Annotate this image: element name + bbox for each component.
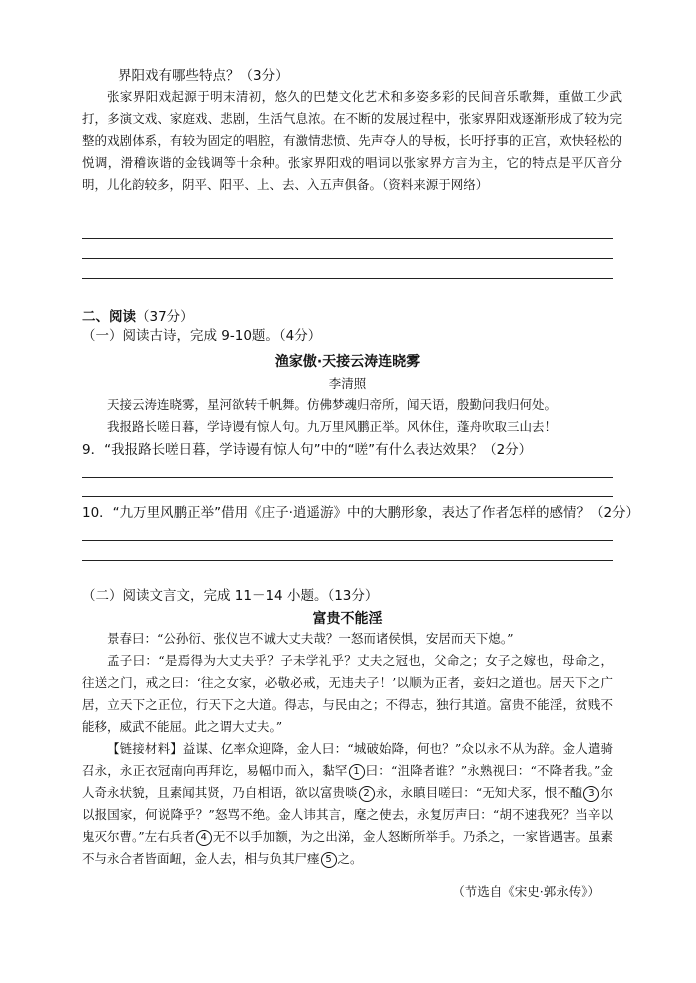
classical-title: 富贵不能淫 bbox=[312, 611, 383, 627]
classical-passage bbox=[82, 628, 613, 870]
source-citation: （节选自《宋史·郭永传》） bbox=[452, 884, 600, 899]
circled-mark-3: 3 bbox=[583, 786, 599, 802]
circled-mark-2: 2 bbox=[359, 786, 375, 802]
answer-line-q8-3[interactable] bbox=[82, 278, 613, 279]
passage-yangxi bbox=[82, 86, 622, 196]
link-text-a: 【链接材料】益谋、亿率众迎降，金人曰：“城破始降，何也？”众以永不从为辞。金人遣骑召永，永正衣冠南向再拜讫，易幅巾而入，黏罕 bbox=[82, 741, 613, 778]
question-8: 界阳戏有哪些特点？（3分） bbox=[118, 68, 289, 84]
answer-line-q8-2[interactable] bbox=[82, 258, 613, 259]
classical-para-2: 孟子曰：“是焉得为大丈夫乎？子未学礼乎？丈夫之冠也，父命之；女子之嫁也，母命之，往送之门，戒之曰：‘往之女家，必敬必戒，无违夫子！’以顺为正者，妾妇之道也。居天下之广居，立天下之正位，行天下之大道。得志，与民由之；不得志，独行其道。富贵不能淫，贫贱不能移，威武不能屈。此之谓大丈夫。” bbox=[82, 653, 613, 734]
answer-line-q10-1[interactable] bbox=[82, 540, 613, 541]
poem-title: 渔家傲·天接云涛连晓雾 bbox=[274, 354, 421, 370]
question-10: 10．“九万里风鹏正举”借用《庄子·逍遥游》中的大鹏形象，表达了作者怎样的感情？（2分） bbox=[82, 505, 640, 521]
part-2-instruction: （二）阅读文言文，完成 11－14 小题。（13分） bbox=[82, 588, 379, 604]
circled-mark-5: 5 bbox=[321, 852, 337, 868]
link-text-b: 曰：“沮降者谁？”永熟视曰：“不降者我。”金人奇永状貌，且素闻其贤，乃自相语，欲以富贵啖 bbox=[82, 763, 613, 800]
circled-mark-4: 4 bbox=[196, 830, 212, 846]
poem-author: 李清照 bbox=[328, 376, 367, 391]
answer-line-q10-2[interactable] bbox=[82, 560, 613, 561]
classical-para-1: 景春曰：“公孙衍、张仪岂不诚大丈夫哉？一怒而诸侯惧，安居而天下熄。” bbox=[107, 631, 514, 646]
link-text-f: 之。 bbox=[337, 851, 363, 866]
question-9: 9．“我报路长嗟日暮，学诗谩有惊人句”中的“嗟”有什么表达效果？（2分） bbox=[82, 442, 533, 458]
classical-para-3 bbox=[82, 738, 613, 870]
answer-line-q9-1[interactable] bbox=[82, 477, 613, 478]
answer-line-q9-2[interactable] bbox=[82, 496, 613, 497]
poem-body bbox=[82, 394, 617, 438]
link-text-e: 无不以手加额，为之出涕，金人怒断所举手。乃杀之，一家皆遇害。虽素不与永合者皆面衄，金人去，相与负其尸瘗 bbox=[82, 829, 613, 866]
answer-line-q8-1[interactable] bbox=[82, 238, 613, 239]
circled-mark-1: 1 bbox=[349, 764, 365, 780]
poem-line-1: 天接云涛连晓雾，星河欲转千帆舞。仿佛梦魂归帝所，闻天语，殷勤问我归何处。 bbox=[107, 397, 558, 412]
poem-line-2: 我报路长嗟日暮，学诗谩有惊人句。九万里风鹏正举。风休住，蓬舟吹取三山去！ bbox=[107, 419, 558, 434]
link-text-d: 尔以报国家，何说降乎？”怒骂不绝。金人讳其言，麾之使去，永复厉声曰：“胡不速我死？当辛以鬼灭尔曹。”左右兵者 bbox=[82, 785, 613, 844]
part-1-instruction: （一）阅读古诗，完成 9-10题。（4分） bbox=[82, 328, 322, 344]
link-text-c: 永，永瞋目嗟曰：“无知犬豕，恨不醢 bbox=[375, 785, 583, 800]
section-2-title: 二、阅读 bbox=[82, 309, 136, 325]
passage-yangxi-text: 张家界阳戏起源于明末清初，悠久的巴楚文化艺术和多姿多彩的民间音乐歌舞，重做工少武打，多演文戏、家庭戏、悲剧，生活气息浓。在不断的发展过程中，张家界阳戏逐渐形成了较为完整的戏剧体系，有较为固定的唱腔，有激情悲愤、先声夺人的导板，长吁抒事的正宫，欢快轻松的悦调，滑稽诙谐的金钱调等十余种。张家界阳戏的唱词以张家界方言为主，它的特点是平仄音分明，儿化韵较多，阴平、阳平、上、去、入五声俱备。（资料来源于网络） bbox=[82, 89, 622, 192]
section-2-score: （37分） bbox=[136, 309, 194, 325]
section-2-heading bbox=[82, 305, 622, 325]
